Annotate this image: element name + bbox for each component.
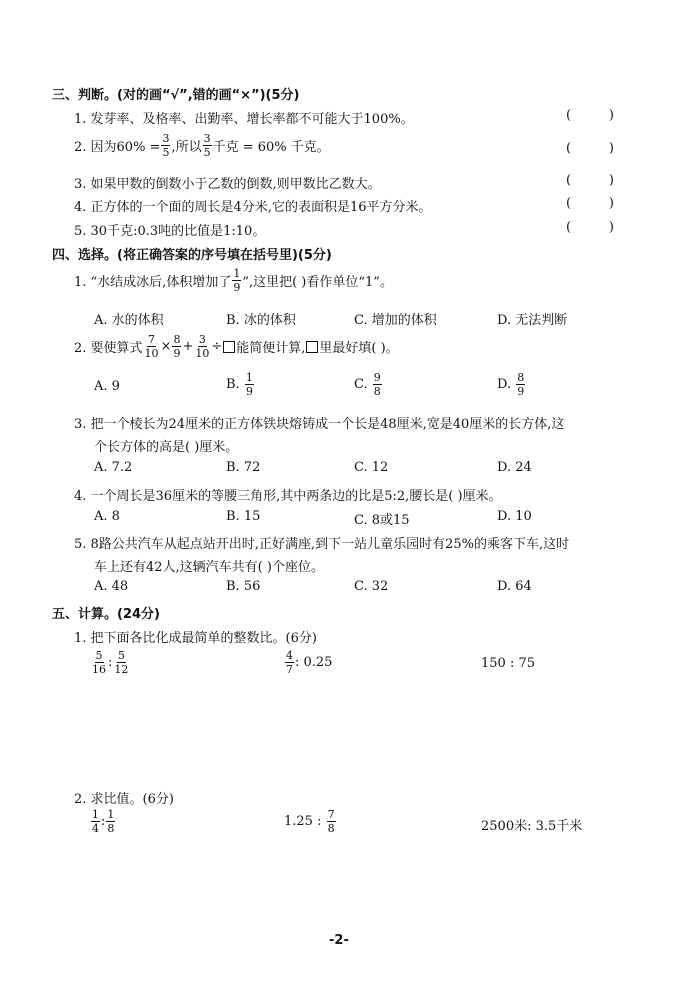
- calc-question-1-title: 1. 把下面各比化成最简单的整数比。(6分): [74, 631, 317, 646]
- ratio-expression-2: $\frac{4}{7}$ : 0.25: [286, 649, 333, 676]
- page-number: -2-: [329, 933, 349, 948]
- choice-question-5-line-1: 5. 8路公共汽车从起点站开出时,正好满座,到下一站儿童乐园时有25%的乘客下车,这时: [74, 537, 570, 552]
- choice-question-3-line-1: 3. 把一个棱长为24厘米的正方体铁块熔铸成一个长是48厘米,宽是40厘米的长方体,这: [74, 417, 565, 432]
- ratio-value-expression-2: 1.25 : $\frac{7}{8}$: [284, 808, 335, 835]
- option-a[interactable]: A. 48: [94, 579, 129, 594]
- fraction: $\frac{3}{5}$: [162, 132, 170, 159]
- answer-paren-4[interactable]: ( ): [566, 196, 614, 211]
- option-d[interactable]: D. 64: [497, 579, 532, 594]
- section-5-title: 五、计算。(24分): [52, 607, 160, 622]
- fraction: $\frac{5}{16}$: [92, 649, 106, 676]
- option-c[interactable]: C. 增加的体积: [354, 313, 437, 328]
- fraction: $\frac{7}{8}$: [327, 808, 335, 835]
- option-d[interactable]: D. $\frac{8}{9}$: [497, 371, 525, 398]
- blank-box: [223, 341, 235, 353]
- choice-question-4: 4. 一个周长是36厘米的等腰三角形,其中两条边的比是5:2,腰长是( )厘米。: [74, 489, 502, 504]
- fraction: $\frac{4}{7}$: [286, 649, 293, 676]
- fraction: $\frac{1}{9}$: [245, 371, 253, 398]
- section-4-title: 四、选择。(将正确答案的序号填在括号里)(5分): [52, 248, 332, 263]
- judge-question-5: 5. 30千克:0.3吨的比值是1:10。: [74, 224, 266, 239]
- ratio-value-expression-1: $\frac{1}{4}$ : $\frac{1}{8}$: [92, 808, 115, 835]
- option-c[interactable]: C. 32: [354, 579, 389, 594]
- choice-question-2: 2. 要使算式 $\frac{7}{10}$ × $\frac{8}{9}$ + $\frac{3}{10}$ ÷ 能简便计算, 里最好填( )。: [74, 333, 399, 360]
- option-a[interactable]: A. 水的体积: [94, 313, 164, 328]
- option-a[interactable]: A. 8: [94, 509, 120, 524]
- choice-question-5-line-2: 车上还有42人,这辆汽车共有( )个座位。: [94, 560, 324, 575]
- option-b[interactable]: B. 72: [226, 460, 261, 475]
- ratio-value-expression-3: 2500米: 3.5千米: [481, 819, 583, 834]
- option-b[interactable]: B. $\frac{1}{9}$: [226, 371, 253, 398]
- fraction: $\frac{9}{8}$: [373, 371, 381, 398]
- fraction: $\frac{1}{4}$: [92, 808, 99, 835]
- choice-question-1: 1. “水结成冰后,体积增加了 $\frac{1}{9}$ ”,这里把( )看作单位“1”。: [74, 267, 393, 294]
- judge-question-3: 3. 如果甲数的倒数小于乙数的倒数,则甲数比乙数大。: [74, 177, 381, 192]
- judge-question-4: 4. 正方体的一个面的周长是4分米,它的表面积是16平方分米。: [74, 200, 432, 215]
- fraction: $\frac{3}{10}$: [195, 333, 210, 360]
- fraction: $\frac{7}{10}$: [144, 333, 159, 360]
- option-d[interactable]: D. 24: [497, 460, 532, 475]
- answer-paren-5[interactable]: ( ): [566, 220, 614, 235]
- judge-question-1: 1. 发芽率、及格率、出勤率、增长率都不可能大于100%。: [74, 112, 414, 127]
- option-b[interactable]: B. 56: [226, 579, 261, 594]
- choice-question-3-line-2: 个长方体的高是( )厘米。: [94, 440, 239, 455]
- option-b[interactable]: B. 15: [226, 509, 261, 524]
- fraction: $\frac{1}{8}$: [107, 808, 115, 835]
- calc-question-2-title: 2. 求比值。(6分): [74, 792, 174, 807]
- answer-paren-1[interactable]: ( ): [566, 108, 614, 123]
- fraction: $\frac{1}{9}$: [233, 267, 241, 294]
- option-c[interactable]: C. $\frac{9}{8}$: [354, 371, 381, 398]
- fraction: $\frac{5}{12}$: [114, 649, 129, 676]
- option-c[interactable]: C. 12: [354, 460, 389, 475]
- blank-box: [306, 341, 318, 353]
- ratio-expression-1: $\frac{5}{16}$ : $\frac{5}{12}$: [92, 649, 129, 676]
- option-d[interactable]: D. 无法判断: [497, 313, 568, 328]
- option-a[interactable]: A. 7.2: [94, 460, 133, 475]
- answer-paren-3[interactable]: ( ): [566, 173, 614, 188]
- judge-question-2: 2. 因为60% = $\frac{3}{5}$ ,所以 $\frac{3}{5}$ 千克 = 60% 千克。: [74, 132, 330, 159]
- fraction: $\frac{8}{9}$: [173, 333, 181, 360]
- ratio-expression-3: 150 : 75: [481, 656, 535, 671]
- option-d[interactable]: D. 10: [497, 509, 532, 524]
- fraction: $\frac{8}{9}$: [517, 371, 525, 398]
- answer-paren-2[interactable]: ( ): [566, 141, 614, 156]
- option-c[interactable]: C. 8或15: [354, 513, 410, 528]
- section-3-title: 三、判断。(对的画“√”,错的画“×”)(5分): [52, 88, 300, 103]
- option-a[interactable]: A. 9: [94, 379, 120, 394]
- option-b[interactable]: B. 冰的体积: [226, 313, 296, 328]
- fraction: $\frac{3}{5}$: [203, 132, 211, 159]
